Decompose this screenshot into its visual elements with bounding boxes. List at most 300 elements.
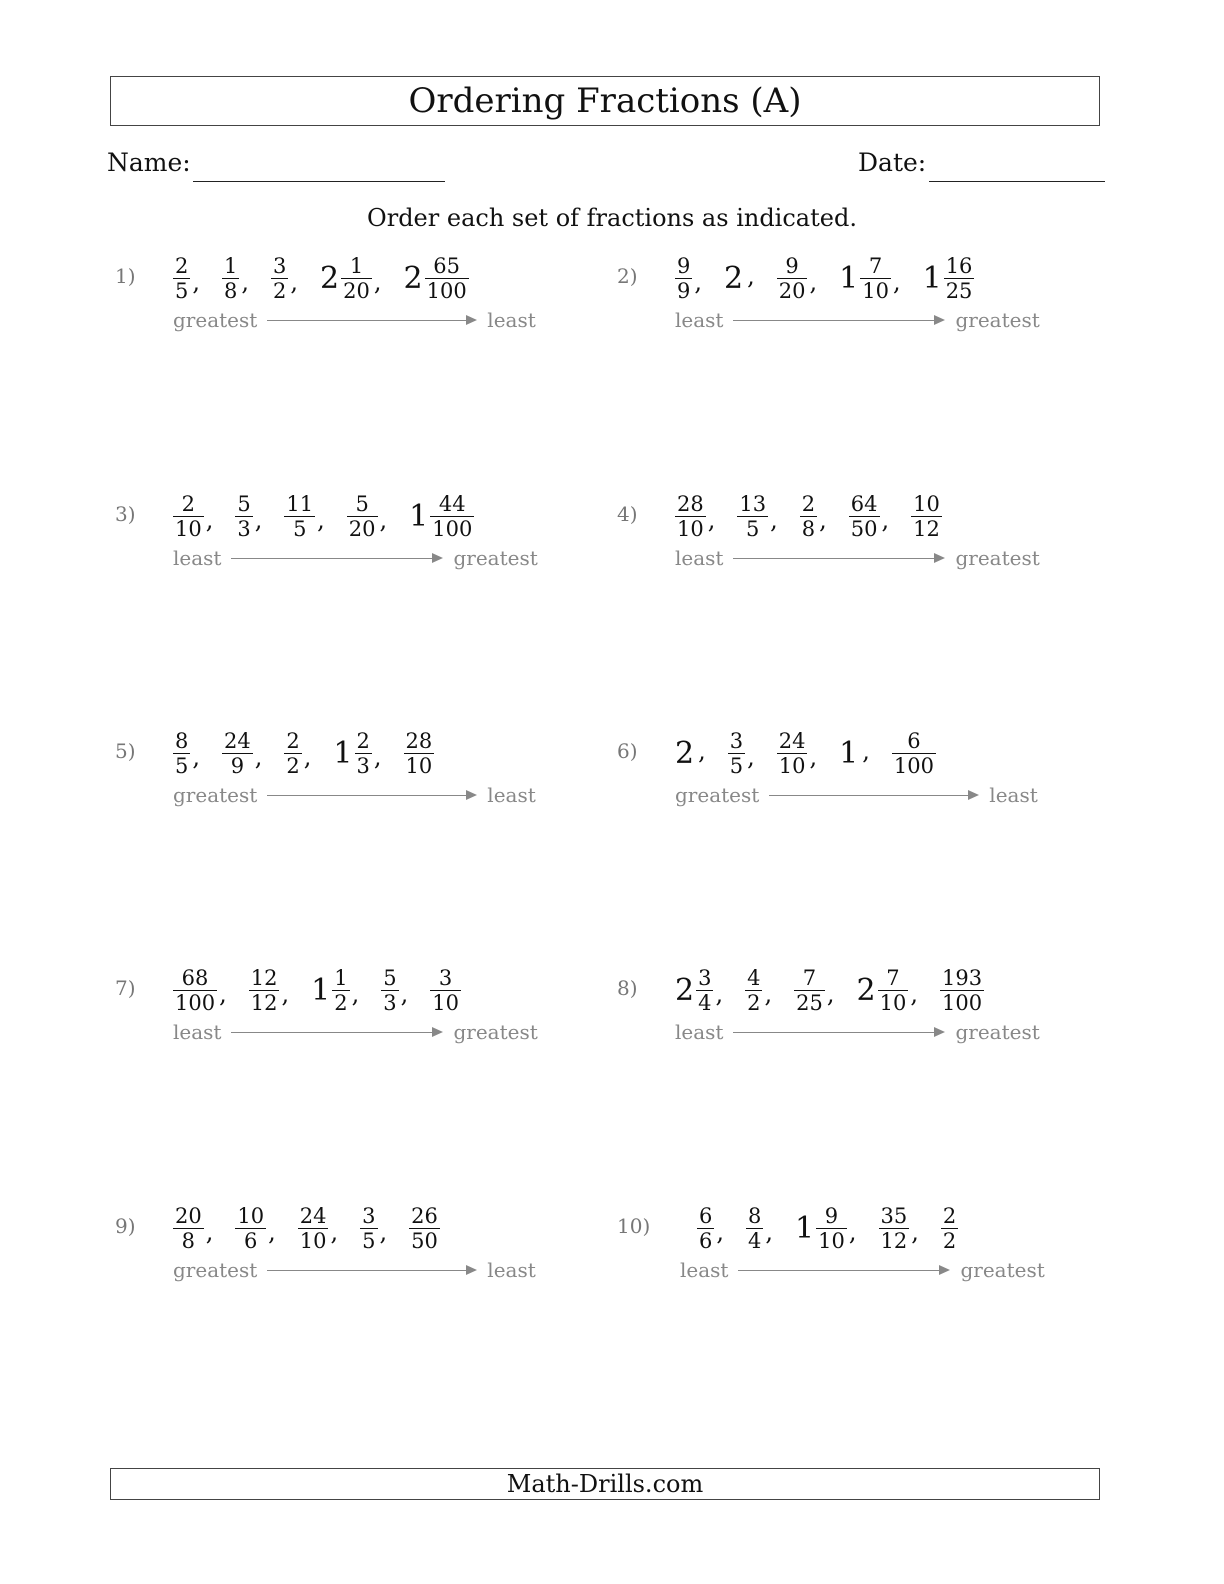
fraction: [430, 494, 474, 540]
fraction-item: [311, 968, 359, 1014]
fraction-item: [173, 1206, 213, 1252]
denominator: 100: [426, 279, 467, 303]
fraction: [892, 731, 936, 777]
order-from-label: greatest: [675, 783, 760, 807]
fraction-item: [737, 494, 777, 540]
fraction-item: [333, 731, 381, 777]
comma: ,: [881, 506, 890, 534]
problem-1: [115, 254, 555, 344]
order-arrow: [231, 1032, 441, 1033]
comma: ,: [694, 268, 703, 296]
numerator: 65: [433, 254, 461, 278]
denominator: 12: [250, 991, 278, 1015]
fraction-item: [347, 494, 387, 540]
order-direction: [173, 1258, 536, 1282]
numerator: 8: [175, 729, 189, 753]
fraction-set: [675, 492, 964, 542]
fraction-item: [404, 731, 435, 777]
fraction-item: [298, 1206, 338, 1252]
denominator: 50: [411, 1229, 438, 1253]
fraction-item: [800, 494, 827, 540]
fraction-item: [173, 494, 213, 540]
fraction: [675, 494, 706, 540]
problem-9: [115, 1204, 555, 1294]
order-arrow: [267, 320, 475, 321]
numerator: 11: [286, 492, 314, 516]
numerator: 10: [913, 492, 940, 516]
numerator: 2: [356, 729, 370, 753]
comma: ,: [892, 268, 901, 296]
order-arrow: [733, 1032, 943, 1033]
fraction: [728, 731, 745, 777]
numerator: 44: [438, 492, 466, 516]
comma: ,: [747, 743, 755, 771]
comma: ,: [707, 506, 716, 534]
comma: ,: [848, 1218, 857, 1246]
denominator: 4: [698, 991, 712, 1015]
whole-number: 2: [403, 261, 423, 296]
order-direction: [173, 546, 538, 570]
comma: ,: [910, 980, 918, 1008]
denominator: 6: [244, 1229, 258, 1253]
denominator: 2: [942, 1229, 957, 1253]
denominator: 10: [778, 754, 806, 778]
order-direction: [173, 783, 536, 807]
fraction-item: [857, 968, 918, 1014]
comma: ,: [819, 506, 827, 534]
denominator: 9: [230, 754, 245, 778]
denominator: 25: [945, 279, 973, 303]
order-to-label: greatest: [453, 1020, 538, 1044]
fraction-set: [675, 966, 1006, 1016]
denominator: 10: [432, 991, 459, 1015]
fraction: [381, 968, 398, 1014]
fraction-item: [923, 256, 975, 302]
problem-2: [617, 254, 1057, 344]
comma: ,: [809, 743, 818, 771]
numerator: 8: [748, 1204, 762, 1228]
fraction: [404, 731, 435, 777]
problem-number: 8): [617, 976, 638, 1000]
fraction: [284, 494, 315, 540]
fraction-item: [173, 731, 200, 777]
comma: ,: [351, 980, 360, 1008]
denominator: 4: [748, 1229, 762, 1253]
denominator: 50: [850, 517, 878, 541]
fraction: [800, 494, 817, 540]
comma: ,: [317, 506, 325, 534]
fraction: [878, 968, 909, 1014]
order-arrow: [267, 795, 475, 796]
denominator: 20: [343, 279, 370, 303]
problem-number: 2): [617, 264, 638, 288]
fraction-item: [409, 494, 474, 540]
order-to-label: least: [487, 783, 536, 807]
order-arrow: [733, 558, 943, 559]
denominator: 6: [699, 1229, 713, 1253]
order-from-label: least: [173, 1020, 222, 1044]
comma: ,: [764, 980, 773, 1008]
numerator: 12: [250, 966, 278, 990]
fraction: [777, 731, 808, 777]
numerator: 28: [677, 492, 704, 516]
denominator: 3: [237, 517, 251, 541]
whole-number: 1: [922, 261, 942, 296]
fraction-set: [173, 1204, 462, 1254]
fraction-item: [675, 968, 723, 1014]
fraction: [173, 731, 190, 777]
whole-number: 1: [839, 261, 859, 296]
fraction-item: [249, 968, 289, 1014]
numerator: 1: [349, 254, 364, 278]
order-from-label: greatest: [173, 783, 258, 807]
order-from-label: greatest: [173, 308, 258, 332]
problem-number: 6): [617, 739, 638, 763]
order-from-label: least: [675, 308, 724, 332]
numerator: 24: [778, 729, 806, 753]
denominator: 5: [746, 517, 760, 541]
comma: ,: [268, 1218, 276, 1246]
comma: ,: [379, 506, 388, 534]
numerator: 6: [907, 729, 921, 753]
fraction-item: [892, 731, 936, 777]
fraction: [697, 1206, 714, 1252]
denominator: 5: [175, 279, 189, 303]
name-line[interactable]: [193, 181, 445, 182]
denominator: 12: [913, 517, 940, 541]
fraction: [409, 1206, 440, 1252]
fraction-item: [728, 731, 755, 777]
fraction: [332, 968, 349, 1014]
order-direction: [675, 546, 1040, 570]
fraction-set: [173, 966, 483, 1016]
fraction: [940, 968, 984, 1014]
numerator: 5: [355, 492, 369, 516]
numerator: 7: [868, 254, 883, 278]
whole-number: 2: [675, 973, 695, 1008]
comma: ,: [765, 1218, 774, 1246]
fraction: [222, 256, 239, 302]
problem-number: 3): [115, 502, 136, 526]
fraction: [222, 731, 253, 777]
denominator: 8: [801, 517, 816, 541]
order-arrow: [738, 1270, 948, 1271]
order-to-label: least: [487, 1258, 536, 1282]
fraction-item: [360, 1206, 387, 1252]
numerator: 24: [299, 1204, 327, 1228]
fraction-item: [235, 494, 262, 540]
fraction-item: [724, 262, 755, 296]
numerator: 3: [273, 254, 287, 278]
fraction-item: [941, 1206, 958, 1252]
problem-8: [617, 966, 1057, 1056]
fraction-item: [795, 1206, 856, 1252]
order-direction: [675, 783, 1038, 807]
denominator: 2: [273, 279, 287, 303]
fraction-set: [173, 492, 496, 542]
fraction: [675, 256, 692, 302]
whole-number: 1: [795, 1211, 815, 1246]
fraction-set: [173, 729, 456, 779]
denominator: 5: [729, 754, 744, 778]
denominator: 100: [432, 517, 473, 541]
numerator: 28: [405, 729, 433, 753]
fraction: [777, 256, 808, 302]
denominator: 20: [778, 279, 806, 303]
fraction-item: [235, 1206, 275, 1252]
numerator: 1: [224, 254, 238, 278]
numerator: 3: [438, 966, 453, 990]
comma: ,: [303, 743, 312, 771]
problem-6: [617, 729, 1057, 819]
order-from-label: greatest: [173, 1258, 258, 1282]
comma: ,: [379, 1218, 388, 1246]
fraction-item: [745, 968, 772, 1014]
denominator: 100: [893, 754, 934, 778]
numerator: 9: [677, 254, 691, 278]
fraction: [173, 1206, 204, 1252]
numerator: 2: [942, 1204, 957, 1228]
numerator: 3: [698, 966, 712, 990]
fraction-item: [409, 1206, 440, 1252]
fraction: [794, 968, 825, 1014]
numerator: 9: [824, 1204, 839, 1228]
fraction-item: [879, 1206, 919, 1252]
fraction-item: [404, 256, 469, 302]
problem-5: [115, 729, 555, 819]
comma: ,: [698, 737, 706, 765]
numerator: 1: [334, 966, 348, 990]
order-to-label: least: [487, 308, 536, 332]
comma: ,: [281, 980, 290, 1008]
fraction-item: [284, 731, 311, 777]
fraction: [430, 968, 461, 1014]
denominator: 10: [175, 517, 202, 541]
denominator: 12: [880, 1229, 908, 1253]
comma: ,: [770, 506, 778, 534]
comma: ,: [219, 980, 227, 1008]
comma: ,: [716, 1218, 725, 1246]
denominator: 5: [175, 754, 189, 778]
order-from-label: least: [173, 546, 222, 570]
worksheet-title: Ordering Fractions (A): [110, 76, 1100, 126]
problem-number: 4): [617, 502, 638, 526]
problem-number: 1): [115, 264, 136, 288]
fraction: [944, 256, 975, 302]
numerator: 3: [362, 1204, 376, 1228]
problem-number: 10): [617, 1214, 651, 1238]
order-to-label: least: [989, 783, 1038, 807]
fraction-set: [675, 729, 958, 779]
problem-10: [617, 1204, 1057, 1294]
whole-number: 1: [839, 736, 859, 771]
order-direction: [675, 308, 1040, 332]
fraction: [860, 256, 891, 302]
comma: ,: [205, 506, 214, 534]
order-to-label: greatest: [955, 308, 1040, 332]
order-arrow: [267, 1270, 475, 1271]
fraction: [249, 968, 280, 1014]
fraction: [341, 256, 372, 302]
fraction-item: [173, 256, 200, 302]
denominator: 2: [334, 991, 348, 1015]
instructions: Order each set of fractions as indicated.: [367, 204, 857, 232]
fraction-item: [746, 1206, 773, 1252]
fraction: [879, 1206, 910, 1252]
comma: ,: [254, 506, 263, 534]
denominator: 10: [677, 517, 704, 541]
fraction-item: [430, 968, 461, 1014]
numerator: 3: [729, 729, 744, 753]
numerator: 193: [941, 966, 983, 990]
date-label: Date:: [858, 148, 927, 177]
fraction: [849, 494, 880, 540]
denominator: 9: [677, 279, 691, 303]
date-line[interactable]: [929, 181, 1105, 182]
comma: ,: [192, 268, 201, 296]
fraction: [941, 1206, 958, 1252]
numerator: 7: [802, 966, 817, 990]
denominator: 3: [356, 754, 370, 778]
footer: Math-Drills.com: [110, 1468, 1100, 1500]
numerator: 7: [886, 966, 900, 990]
whole-number: 2: [675, 736, 695, 771]
numerator: 2: [286, 729, 300, 753]
whole-number: 1: [333, 736, 353, 771]
numerator: 2: [181, 492, 196, 516]
denominator: 10: [405, 754, 433, 778]
denominator: 10: [862, 279, 889, 303]
denominator: 2: [747, 991, 761, 1015]
comma: ,: [715, 980, 724, 1008]
problem-number: 7): [115, 976, 136, 1000]
order-from-label: least: [680, 1258, 729, 1282]
order-direction: [173, 1020, 538, 1044]
fraction-item: [839, 737, 870, 771]
denominator: 10: [299, 1229, 327, 1253]
fraction: [173, 494, 204, 540]
fraction-item: [777, 731, 817, 777]
comma: ,: [400, 980, 409, 1008]
fraction-item: [911, 494, 942, 540]
whole-number: 1: [311, 973, 331, 1008]
numerator: 20: [175, 1204, 202, 1228]
denominator: 2: [286, 754, 300, 778]
denominator: 10: [879, 991, 907, 1015]
numerator: 26: [411, 1204, 438, 1228]
fraction-set: [173, 254, 491, 304]
numerator: 2: [801, 492, 816, 516]
fraction-item: [284, 494, 324, 540]
numerator: 10: [237, 1204, 265, 1228]
fraction: [816, 1206, 847, 1252]
order-direction: [680, 1258, 1045, 1282]
numerator: 35: [880, 1204, 908, 1228]
fraction: [235, 1206, 266, 1252]
fraction-item: [839, 256, 900, 302]
fraction-item: [794, 968, 834, 1014]
denominator: 3: [383, 991, 397, 1015]
denominator: 5: [293, 517, 307, 541]
whole-number: 2: [320, 261, 340, 296]
numerator: 13: [739, 492, 767, 516]
numerator: 5: [383, 966, 397, 990]
comma: ,: [911, 1218, 919, 1246]
numerator: 2: [175, 254, 189, 278]
comma: ,: [205, 1218, 214, 1246]
fraction: [271, 256, 288, 302]
order-to-label: greatest: [955, 1020, 1040, 1044]
comma: ,: [809, 268, 818, 296]
fraction-item: [675, 494, 715, 540]
denominator: 8: [181, 1229, 196, 1253]
order-from-label: least: [675, 1020, 724, 1044]
name-label: Name:: [107, 148, 191, 177]
fraction-item: [675, 256, 702, 302]
fraction: [425, 256, 469, 302]
whole-number: 2: [856, 973, 876, 1008]
numerator: 9: [785, 254, 799, 278]
fraction-item: [271, 256, 298, 302]
fraction-set: [697, 1204, 980, 1254]
fraction: [355, 731, 372, 777]
order-from-label: least: [675, 546, 724, 570]
fraction-item: [697, 1206, 724, 1252]
comma: ,: [862, 737, 870, 765]
numerator: 4: [747, 966, 761, 990]
problem-4: [617, 492, 1057, 582]
whole-number: 1: [409, 499, 429, 534]
fraction-item: [381, 968, 408, 1014]
numerator: 68: [181, 966, 209, 990]
comma: ,: [290, 268, 299, 296]
fraction-item: [777, 256, 817, 302]
denominator: 20: [348, 517, 376, 541]
comma: ,: [373, 268, 382, 296]
fraction: [347, 494, 378, 540]
order-arrow: [733, 320, 943, 321]
fraction-item: [173, 968, 227, 1014]
comma: ,: [241, 268, 250, 296]
fraction: [911, 494, 942, 540]
order-to-label: greatest: [960, 1258, 1045, 1282]
order-direction: [173, 308, 536, 332]
denominator: 8: [224, 279, 238, 303]
order-to-label: greatest: [955, 546, 1040, 570]
denominator: 25: [796, 991, 823, 1015]
fraction: [173, 256, 190, 302]
problem-3: [115, 492, 555, 582]
order-arrow: [231, 558, 441, 559]
denominator: 10: [818, 1229, 845, 1253]
comma: ,: [192, 743, 201, 771]
numerator: 24: [224, 729, 251, 753]
denominator: 100: [175, 991, 216, 1015]
comma: ,: [747, 262, 755, 290]
fraction-item: [675, 737, 706, 771]
fraction: [746, 1206, 763, 1252]
fraction: [235, 494, 252, 540]
order-to-label: greatest: [453, 546, 538, 570]
numerator: 16: [945, 254, 973, 278]
fraction: [737, 494, 768, 540]
order-direction: [675, 1020, 1040, 1044]
comma: ,: [373, 743, 382, 771]
fraction-item: [222, 731, 262, 777]
fraction: [696, 968, 713, 1014]
fraction: [745, 968, 762, 1014]
comma: ,: [826, 980, 835, 1008]
